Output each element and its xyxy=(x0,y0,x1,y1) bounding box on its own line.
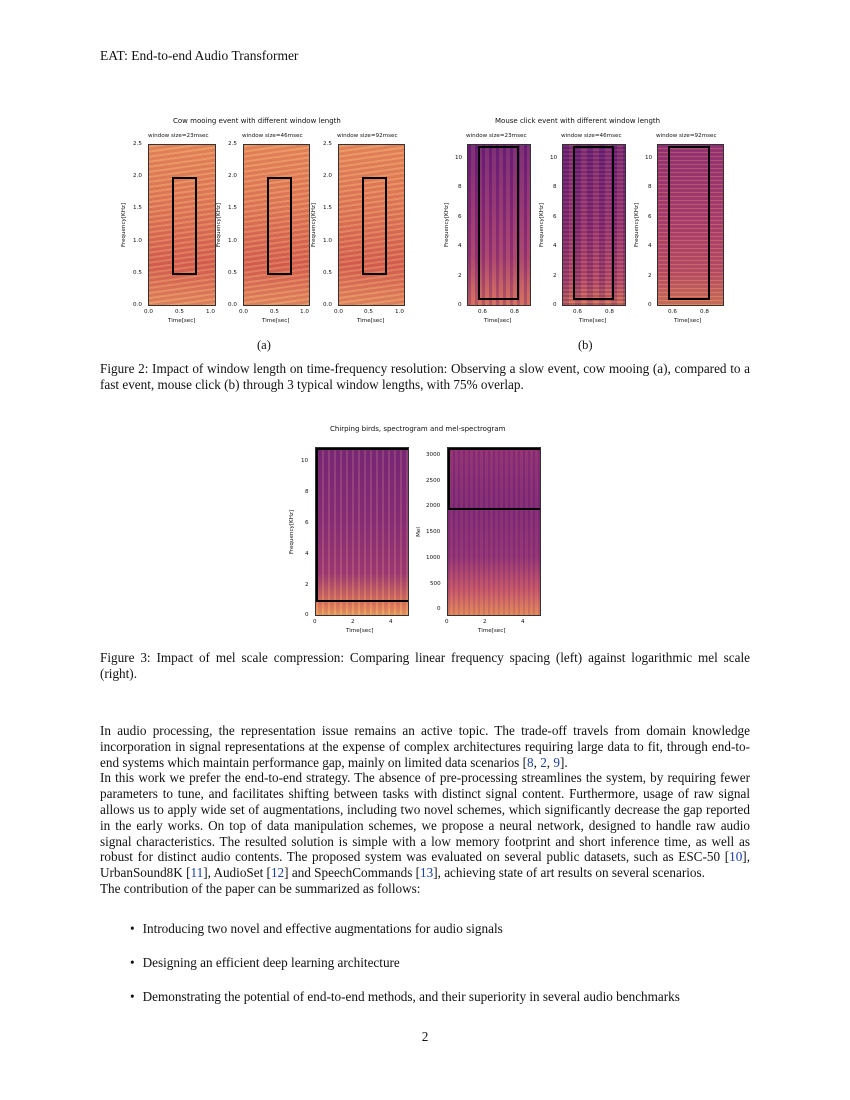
citation-link[interactable]: 11 xyxy=(190,865,204,881)
y-tick: 1.0 xyxy=(133,238,142,244)
paragraph-text: In audio processing, the representation issue remains an active topic. The trade-off travels from domain knowledge incorporation in signal representations at the expense of complex architectures requiring large data to fit, through end-to-end systems which maintain performance gap, mainly on limited data scenarios [ xyxy=(100,723,750,770)
paragraph-text: ], achieving state of art results on several scenarios. xyxy=(433,865,705,881)
x-tick: 0.8 xyxy=(605,309,614,315)
x-tick: 1.0 xyxy=(395,309,404,315)
y-tick: 0.5 xyxy=(323,270,332,276)
x-tick: 0.0 xyxy=(239,309,248,315)
x-tick: 0 xyxy=(313,619,317,625)
figure-3-title: Chirping birds, spectrogram and mel-spectrogram xyxy=(330,425,506,433)
spectrogram-cow-92 xyxy=(338,144,405,306)
y-tick: 0.5 xyxy=(133,270,142,276)
y-tick: 2 xyxy=(458,273,462,279)
y-tick: 0 xyxy=(305,612,309,618)
y-axis-label: Frequency[KHz] xyxy=(289,509,296,555)
x-tick: 0.0 xyxy=(144,309,153,315)
y-tick: 2.0 xyxy=(133,173,142,179)
y-tick: 2.5 xyxy=(323,141,332,147)
y-axis-label: Frequency[KHz] xyxy=(634,202,641,248)
y-tick: 2.0 xyxy=(323,173,332,179)
citation-link[interactable]: 13 xyxy=(420,865,434,881)
x-tick: 0 xyxy=(445,619,449,625)
spectrogram-mouse-46 xyxy=(562,144,626,306)
y-axis-label: Frequency[KHz] xyxy=(311,202,318,248)
figure-2a-title: Cow mooing event with different window length xyxy=(173,117,341,125)
y-tick: 6 xyxy=(458,214,462,220)
subplot-label: window size=23msec xyxy=(148,133,209,139)
y-tick: 4 xyxy=(305,551,309,557)
spectrogram-cow-46 xyxy=(243,144,310,306)
highlight-box xyxy=(362,177,387,275)
paragraph-text: ]. xyxy=(559,754,568,770)
y-tick: 10 xyxy=(301,458,309,464)
subplot-label: window size=46msec xyxy=(561,133,622,139)
paragraph-3: The contribution of the paper can be summarized as follows: xyxy=(100,880,421,896)
y-tick: 1.5 xyxy=(228,205,237,211)
y-tick: 4 xyxy=(648,243,652,249)
x-tick: 0.0 xyxy=(334,309,343,315)
x-axis-label: Time[sec] xyxy=(579,318,607,324)
highlight-box xyxy=(267,177,292,275)
paragraph-text: ], AudioSet [ xyxy=(203,865,271,881)
contribution-list xyxy=(130,921,750,1023)
y-tick: 10 xyxy=(645,155,653,161)
y-tick: 1000 xyxy=(426,555,441,561)
citation-link[interactable]: 2 xyxy=(540,754,547,770)
spectrogram-birds-linear xyxy=(315,447,409,616)
highlight-box xyxy=(172,177,197,275)
y-tick: 0 xyxy=(553,302,557,308)
y-tick: 2 xyxy=(305,582,309,588)
x-tick: 0.6 xyxy=(478,309,487,315)
y-tick: 2 xyxy=(553,273,557,279)
subfigure-label-a: (a) xyxy=(257,338,271,352)
y-tick: 0 xyxy=(437,606,441,612)
x-tick: 0.6 xyxy=(668,309,677,315)
y-tick: 8 xyxy=(458,184,462,190)
paragraph-text: ], UrbanSound8K [ xyxy=(100,849,750,881)
subplot-label: window size=92msec xyxy=(656,133,717,139)
y-tick: 2000 xyxy=(426,503,441,509)
subfigure-label-b: (b) xyxy=(578,338,593,352)
y-tick: 6 xyxy=(553,214,557,220)
y-tick: 2.0 xyxy=(228,173,237,179)
subplot-label: window size=92msec xyxy=(337,133,398,139)
y-tick: 6 xyxy=(648,214,652,220)
y-axis-label: Frequency[KHz] xyxy=(539,202,546,248)
body-text xyxy=(100,723,750,897)
highlight-box xyxy=(668,146,710,300)
paragraph-text: In this work we prefer the end-to-end strategy. The absence of pre-processing streamlines the system, by requiring fewer parameters to tune, and facilitates shifting between tasks with distinct signal content. Furthermore, usage of raw signal allows us to apply wide set of augmentations, including two novel schemes, which significantly decrease the gap reported in the early works. On top of data manipulation schemes, we propose a neural network, designed to handle raw audio signal characteristics. The resulted solution is simple with a low memory footprint and short inference time, as well as robust for distinct audio contents. The proposed system was evaluated on several public datasets, such as ESC-50 [ xyxy=(100,770,750,865)
list-item: • Demonstrating the potential of end-to-end methods, and their superiority in several audio benchmarks xyxy=(130,989,750,1005)
x-axis-label: Time[sec] xyxy=(478,628,506,634)
y-tick: 2.5 xyxy=(228,141,237,147)
y-tick: 8 xyxy=(305,489,309,495)
running-header: EAT: End-to-end Audio Transformer xyxy=(100,48,299,63)
spectrogram-mouse-92 xyxy=(657,144,724,306)
subplot-label: window size=23msec xyxy=(466,133,527,139)
subplot-label: window size=46msec xyxy=(242,133,303,139)
y-tick: 2 xyxy=(648,273,652,279)
y-axis-label: Frequency[KHz] xyxy=(444,202,451,248)
x-axis-label: Time[sec] xyxy=(346,628,374,634)
y-tick: 1.5 xyxy=(133,205,142,211)
y-tick: 10 xyxy=(455,155,463,161)
y-tick: 8 xyxy=(648,184,652,190)
page-number: 2 xyxy=(421,1029,429,1044)
x-axis-label: Time[sec] xyxy=(674,318,702,324)
x-tick: 2 xyxy=(351,619,355,625)
y-tick: 0.0 xyxy=(228,302,237,308)
x-tick: 4 xyxy=(389,619,393,625)
y-tick: 0.0 xyxy=(323,302,332,308)
y-tick: 1.0 xyxy=(323,238,332,244)
y-tick: 0.0 xyxy=(133,302,142,308)
y-tick: 0 xyxy=(458,302,462,308)
x-tick: 0.6 xyxy=(573,309,582,315)
y-tick: 500 xyxy=(430,581,441,587)
x-tick: 0.5 xyxy=(364,309,373,315)
x-tick: 0.8 xyxy=(700,309,709,315)
y-tick: 4 xyxy=(553,243,557,249)
paragraph-text: ] and SpeechCommands [ xyxy=(284,865,421,881)
y-tick: 1.5 xyxy=(323,205,332,211)
x-tick: 2 xyxy=(483,619,487,625)
mel-spectrogram-birds xyxy=(447,447,541,616)
x-tick: 0.5 xyxy=(270,309,279,315)
x-tick: 1.0 xyxy=(300,309,309,315)
paragraph-1: In audio processing, the representation issue remains an active topic. The trade-off travels from domain knowledge incorporation in signal representations at the expense of complex architectures requiring large data to fit, through end-to-end systems which maintain performance gap, mainly on limited data scenarios [8, 2, 9]. xyxy=(100,723,750,770)
y-axis-label: Frequency[KHz] xyxy=(216,202,223,248)
y-tick: 1500 xyxy=(426,529,441,535)
x-tick: 0.8 xyxy=(510,309,519,315)
figure-2-caption: Figure 2: Impact of window length on time-frequency resolution: Observing a slow event, cow mooing (a), compared to a fast event, mouse click (b) through 3 typical window lengths, with 75% overlap. xyxy=(100,361,750,392)
list-item: • Designing an efficient deep learning architecture xyxy=(130,955,750,971)
citation-link[interactable]: 9 xyxy=(553,754,560,770)
x-axis-label: Time[sec] xyxy=(168,318,196,324)
y-tick: 1.0 xyxy=(228,238,237,244)
highlight-box xyxy=(448,448,541,510)
list-item: • Introducing two novel and effective augmentations for audio signals xyxy=(130,921,750,937)
y-tick: 2500 xyxy=(426,478,441,484)
y-tick: 3000 xyxy=(426,452,441,458)
y-tick: 0.5 xyxy=(228,270,237,276)
spectrogram-cow-23 xyxy=(148,144,216,306)
x-axis-label: Time[sec] xyxy=(262,318,290,324)
x-axis-label: Time[sec] xyxy=(357,318,385,324)
y-tick: 10 xyxy=(550,155,558,161)
highlight-box xyxy=(478,146,519,300)
highlight-box xyxy=(573,146,614,300)
y-axis-label: Mel xyxy=(415,527,422,537)
y-tick: 0 xyxy=(648,302,652,308)
y-tick: 4 xyxy=(458,243,462,249)
paragraph-2 xyxy=(100,770,750,881)
figure-2b-title: Mouse click event with different window length xyxy=(495,117,661,125)
x-axis-label: Time[sec] xyxy=(484,318,512,324)
citation-link[interactable]: 12 xyxy=(270,865,285,881)
x-tick: 0.5 xyxy=(175,309,184,315)
figure-3-caption: Figure 3: Impact of mel scale compression: Comparing linear frequency spacing (left) against logarithmic mel scale (right). xyxy=(100,650,750,681)
x-tick: 4 xyxy=(521,619,525,625)
spectrogram-mouse-23 xyxy=(467,144,531,306)
citation-link[interactable]: 8 xyxy=(527,754,534,770)
y-tick: 6 xyxy=(305,520,309,526)
y-tick: 8 xyxy=(553,184,557,190)
highlight-box xyxy=(316,448,409,602)
x-tick: 1.0 xyxy=(206,309,215,315)
citation-link[interactable]: 10 xyxy=(729,849,743,865)
y-axis-label: Frequency[KHz] xyxy=(121,202,128,248)
y-tick: 2.5 xyxy=(133,141,142,147)
